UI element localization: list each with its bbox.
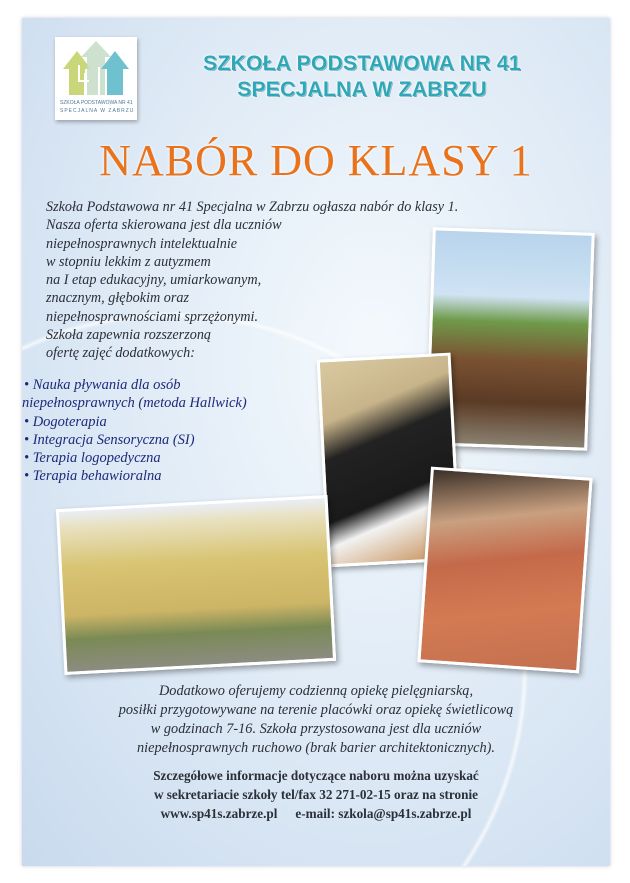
intro-line: niepełnosprawnych intelektualnie <box>46 235 238 252</box>
intro-line: w stopniu lekkim z autyzmem <box>46 253 211 270</box>
email-link[interactable]: e-mail: szkola@sp41s.zabrze.pl <box>295 806 472 821</box>
list-item: • Terapia behawioralna <box>24 468 162 485</box>
additional-info <box>22 682 610 758</box>
intro-line: Szkoła zapewnia rozszerzoną <box>46 327 212 344</box>
info-line: Dodatkowo oferujemy codzienną opiekę pielęgniarską, <box>158 683 474 699</box>
page-title: NABÓR DO KLASY 1 <box>99 136 533 185</box>
intro-line: niepełnosprawnościami sprzężonymi. <box>46 308 259 325</box>
logo-text: SPECJALNA W ZABRZU <box>60 108 135 114</box>
intro-line: Szkoła Podstawowa nr 41 Specjalna w Zabrzu ogłasza nabór do klasy 1. <box>46 199 459 215</box>
school-name-line1: SZKOŁA PODSTAWOWA NR 41 <box>203 52 521 75</box>
contact-line: w sekretariacie szkoły tel/fax 32 271-02-15 oraz na stronie <box>153 787 478 802</box>
school-name-line2: SPECJALNA W ZABRZU <box>237 78 487 101</box>
list-item: • Terapia logopedyczna <box>24 450 161 467</box>
list-item: • Nauka pływania dla osób <box>24 377 181 393</box>
info-line: w godzinach 7-16. Szkoła przystosowana jest dla uczniów <box>150 721 482 737</box>
school-logo <box>55 37 137 120</box>
intro-text <box>46 198 458 363</box>
info-line: niepełnosprawnych ruchowo (brak barier architektonicznych). <box>136 740 495 756</box>
photo-dog-therapy <box>417 467 592 674</box>
activities-list <box>22 376 247 486</box>
poster <box>22 18 610 866</box>
house-arrows-icon <box>55 37 137 97</box>
contact-info <box>22 766 610 823</box>
photo-school-building <box>56 495 336 675</box>
intro-line: na I etap edukacyjny, umiarkowanym, <box>46 272 262 289</box>
contact-line: Szczegółowe informacje dotyczące naboru można uzyskać <box>153 768 479 783</box>
logo-text: SZKOŁA PODSTAWOWA NR 41 <box>60 100 133 106</box>
website-link[interactable]: www.sp41s.zabrze.pl <box>160 806 278 821</box>
list-item: • Dogoterapia <box>24 413 107 430</box>
list-item: niepełnosprawnych (metoda Hallwick) <box>22 395 247 412</box>
list-item: • Integracja Sensoryczna (SI) <box>24 431 195 448</box>
intro-line: Nasza oferta skierowana jest dla uczniów <box>46 217 282 234</box>
intro-line: ofertę zajęć dodatkowych: <box>46 345 195 362</box>
info-line: posiłki przygotowywane na terenie placówki oraz opiekę świetlicową <box>118 702 514 718</box>
intro-line: znacznym, głębokim oraz <box>46 290 190 307</box>
